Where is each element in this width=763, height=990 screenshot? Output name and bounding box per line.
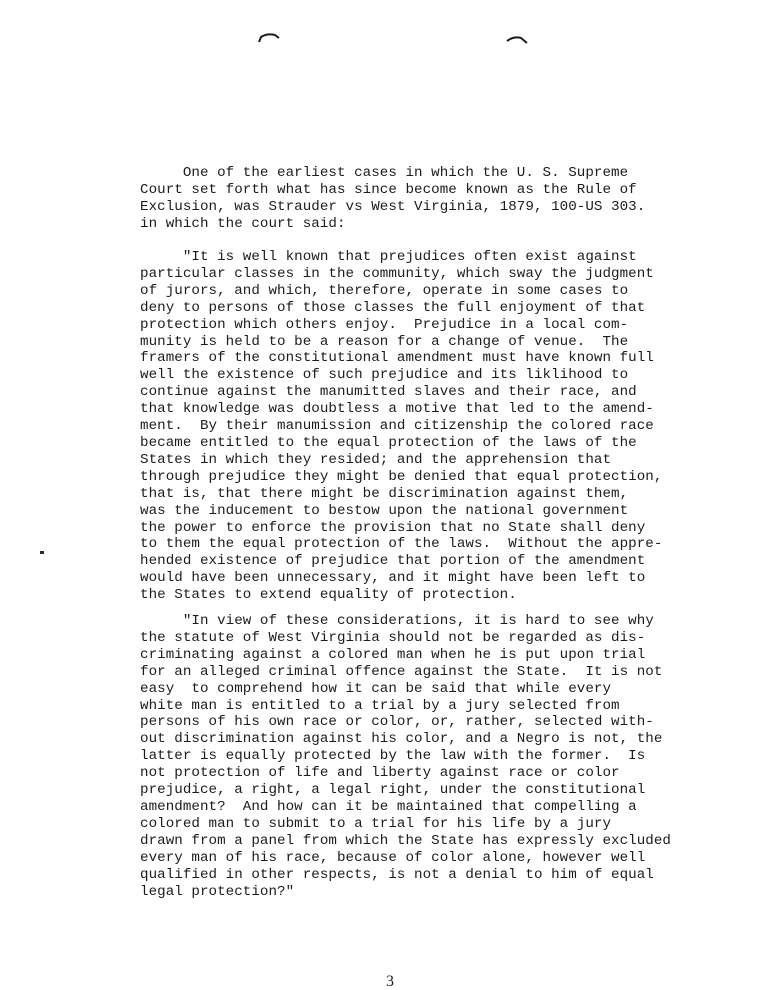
binding-hole-mark-left [258, 33, 280, 43]
quotation-paragraph-2: "In view of these considerations, it is hard to see why the statute of West Virginia should not be regarded as dis- criminating against a colored man when he is put upon trial for an alleged criminal offence against the State. It is not easy to comprehend how it can be said that while every white man is entitled to a trial by a jury selected from persons of his own race or color, or, rather, selected with- out discrimination against his color, and a Negro is not, the latter is equally protected by the law with the former. Is not protection of life and liberty against race or color prejudice, a right, a legal right, under the constitutional amendment? And how can it be maintained that compelling a colored man to submit to a trial for his life by a jury drawn from a panel from which the State has expressly excluded every man of his race, because of color alone, however well qualified in other respects, is not a denial to him of equal legal protection?" [140, 613, 671, 900]
margin-speck [40, 551, 44, 554]
page-number: 3 [386, 973, 394, 990]
intro-paragraph: One of the earliest cases in which the U. S. Supreme Court set forth what has since become known as the Rule of Exclusion, was Strauder vs West Virginia, 1879, 100-US 303. in which the court said: [140, 165, 646, 232]
quotation-paragraph-1: "It is well known that prejudices often exist against particular classes in the community, which sway the judgment of jurors, and which, therefore, operate in some cases to deny to persons of those classes the full enjoyment of that protection which others enjoy. Prejudice in a local com- munity is held to be a reason for a change of venue. The framers of the constitutional amendment must have known full well the existence of such prejudice and its liklihood to continue against the manumitted slaves and their race, and that knowledge was doubtless a motive that led to the amend- ment. By their manumission and citizenship the colored race became entitled to the equal protection of the laws of the States in which they resided; and the apprehension that through prejudice they might be denied that equal protection, that is, that there might be discrimination against them, was the inducement to bestow upon the national government the power to enforce the provision that no State shall deny to them the equal protection of the laws. Without the appre- hended existence of prejudice that portion of the amendment would have been unnecessary, and it might have been left to the States to extend equality of protection. [140, 249, 663, 604]
binding-hole-mark-right [506, 35, 528, 45]
